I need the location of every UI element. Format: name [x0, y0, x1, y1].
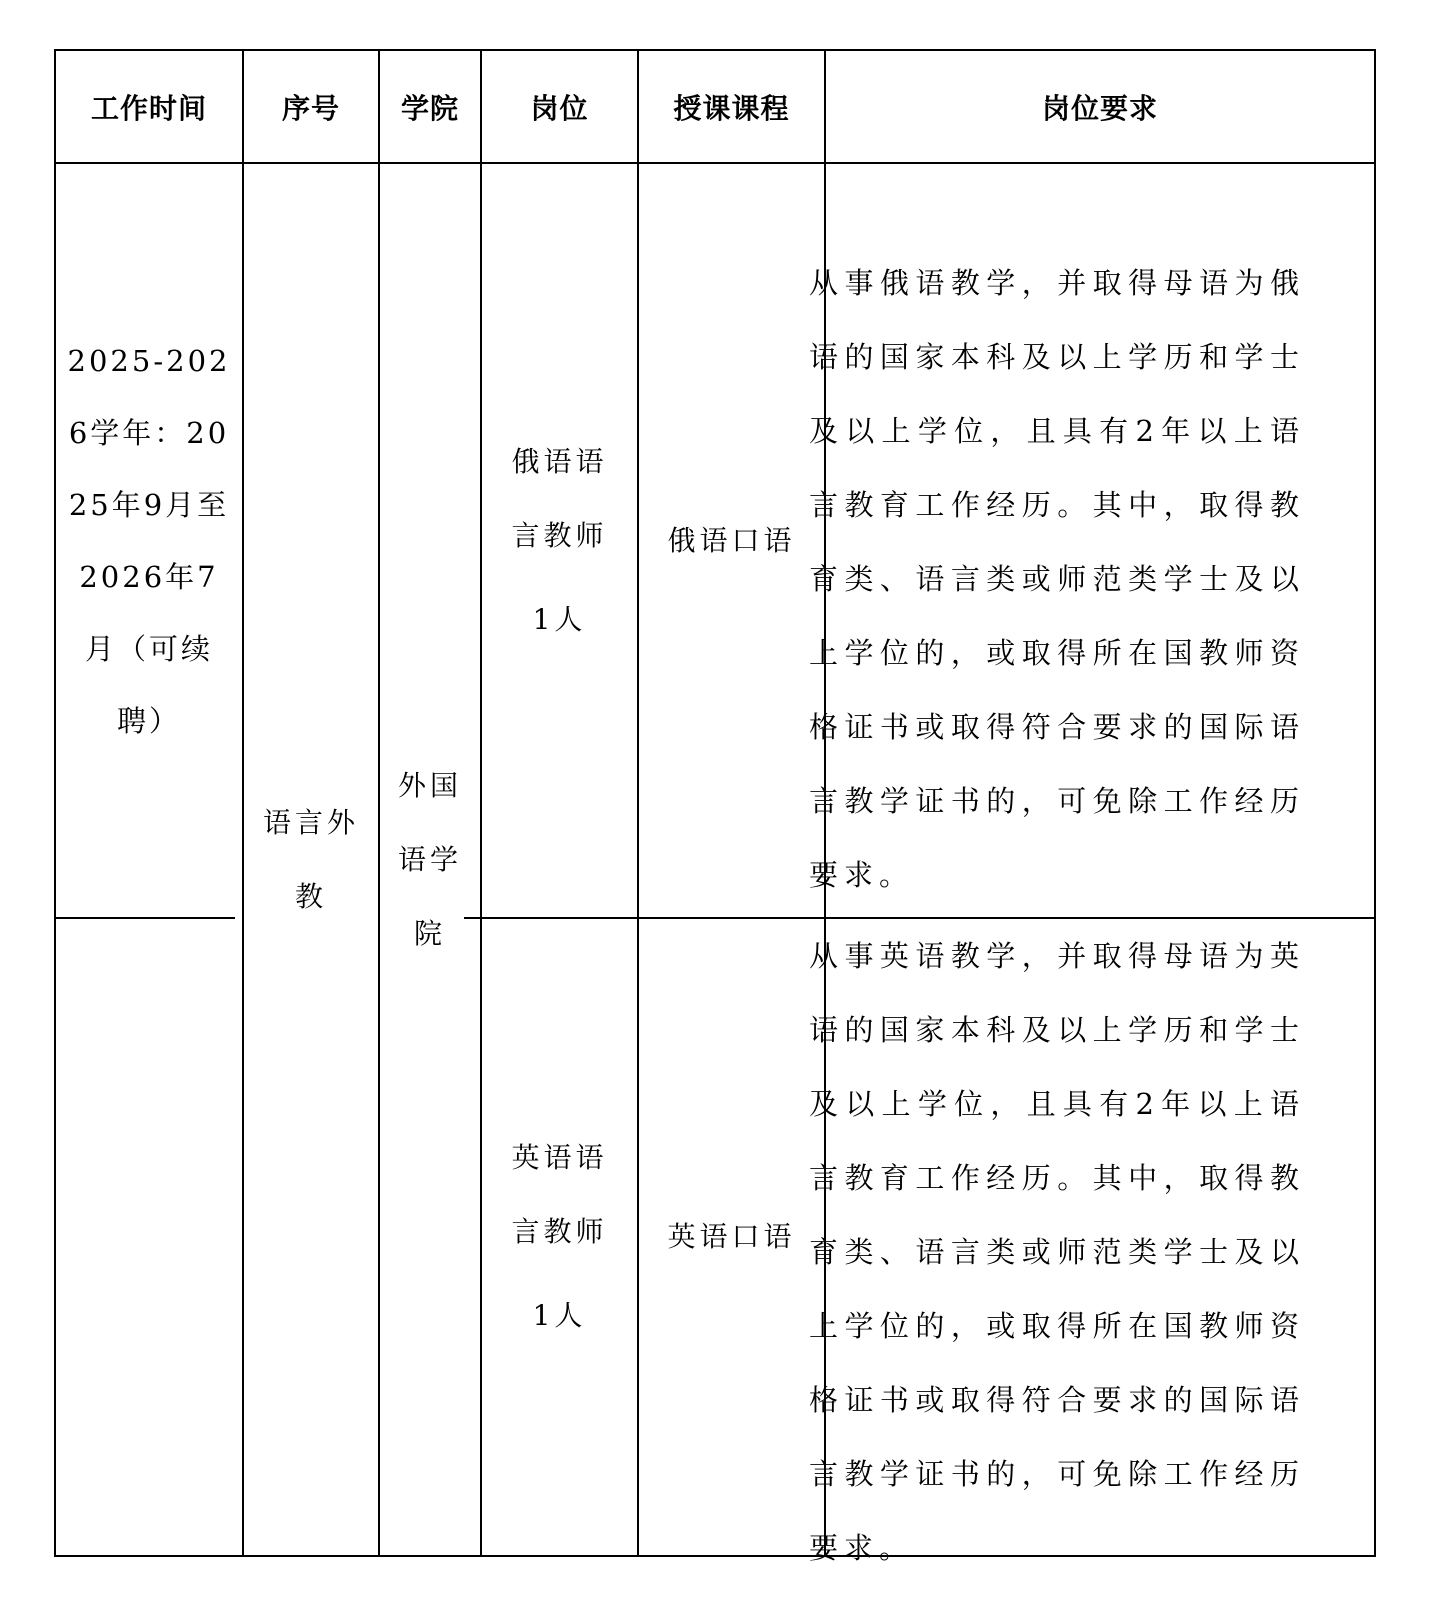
- header-requirement: 岗位要求: [1041, 91, 1158, 125]
- work-time-cell: 2025-2026学年：2025年9月至2026年7月（可续聘）: [67, 343, 231, 738]
- header-course: 授课课程: [673, 91, 790, 125]
- position-cell-russian: [482, 164, 637, 917]
- row-divider-left: [54, 917, 235, 919]
- position-cell-english: [482, 919, 637, 1555]
- table-border-right: [1374, 49, 1376, 1557]
- position-count: 1人: [532, 1299, 587, 1332]
- position-title: 俄语语言教师: [511, 444, 608, 552]
- position-count: 1人: [532, 602, 587, 636]
- header-position: 岗位: [530, 91, 589, 125]
- requirement-text-russian: 从事俄语教学，并取得母语为俄语的国家本科及以上学历和学士及以上学位，且具有2年以上语言教育工作经历。其中，取得教育类、语言类或师范类学士及以上学位的，或取得所在国教师资格证书或取得符合要求的国际语言教学证书的，可免除工作经历要求。: [809, 266, 1305, 892]
- job-table: [54, 49, 1376, 1565]
- college-cell: 外国语学院: [397, 768, 462, 950]
- header-work-time: 工作时间: [90, 91, 207, 125]
- header-serial-no: 序号: [281, 91, 340, 125]
- header-college: 学院: [400, 91, 459, 125]
- course-cell-russian: 俄语口语: [667, 523, 796, 557]
- course-cell-english: 英语口语: [667, 1220, 796, 1253]
- requirement-text-english: 从事英语教学，并取得母语为英语的国家本科及以上学历和学士及以上学位，且具有2年以上语言教育工作经历。其中，取得教育类、语言类或师范类学士及以上学位的，或取得所在国教师资格证书或取得符合要求的国际语言教学证书的，可免除工作经历要求。: [809, 939, 1305, 1565]
- position-title: 英语语言教师: [511, 1141, 608, 1248]
- serial-category-cell: 语言外教: [262, 805, 359, 913]
